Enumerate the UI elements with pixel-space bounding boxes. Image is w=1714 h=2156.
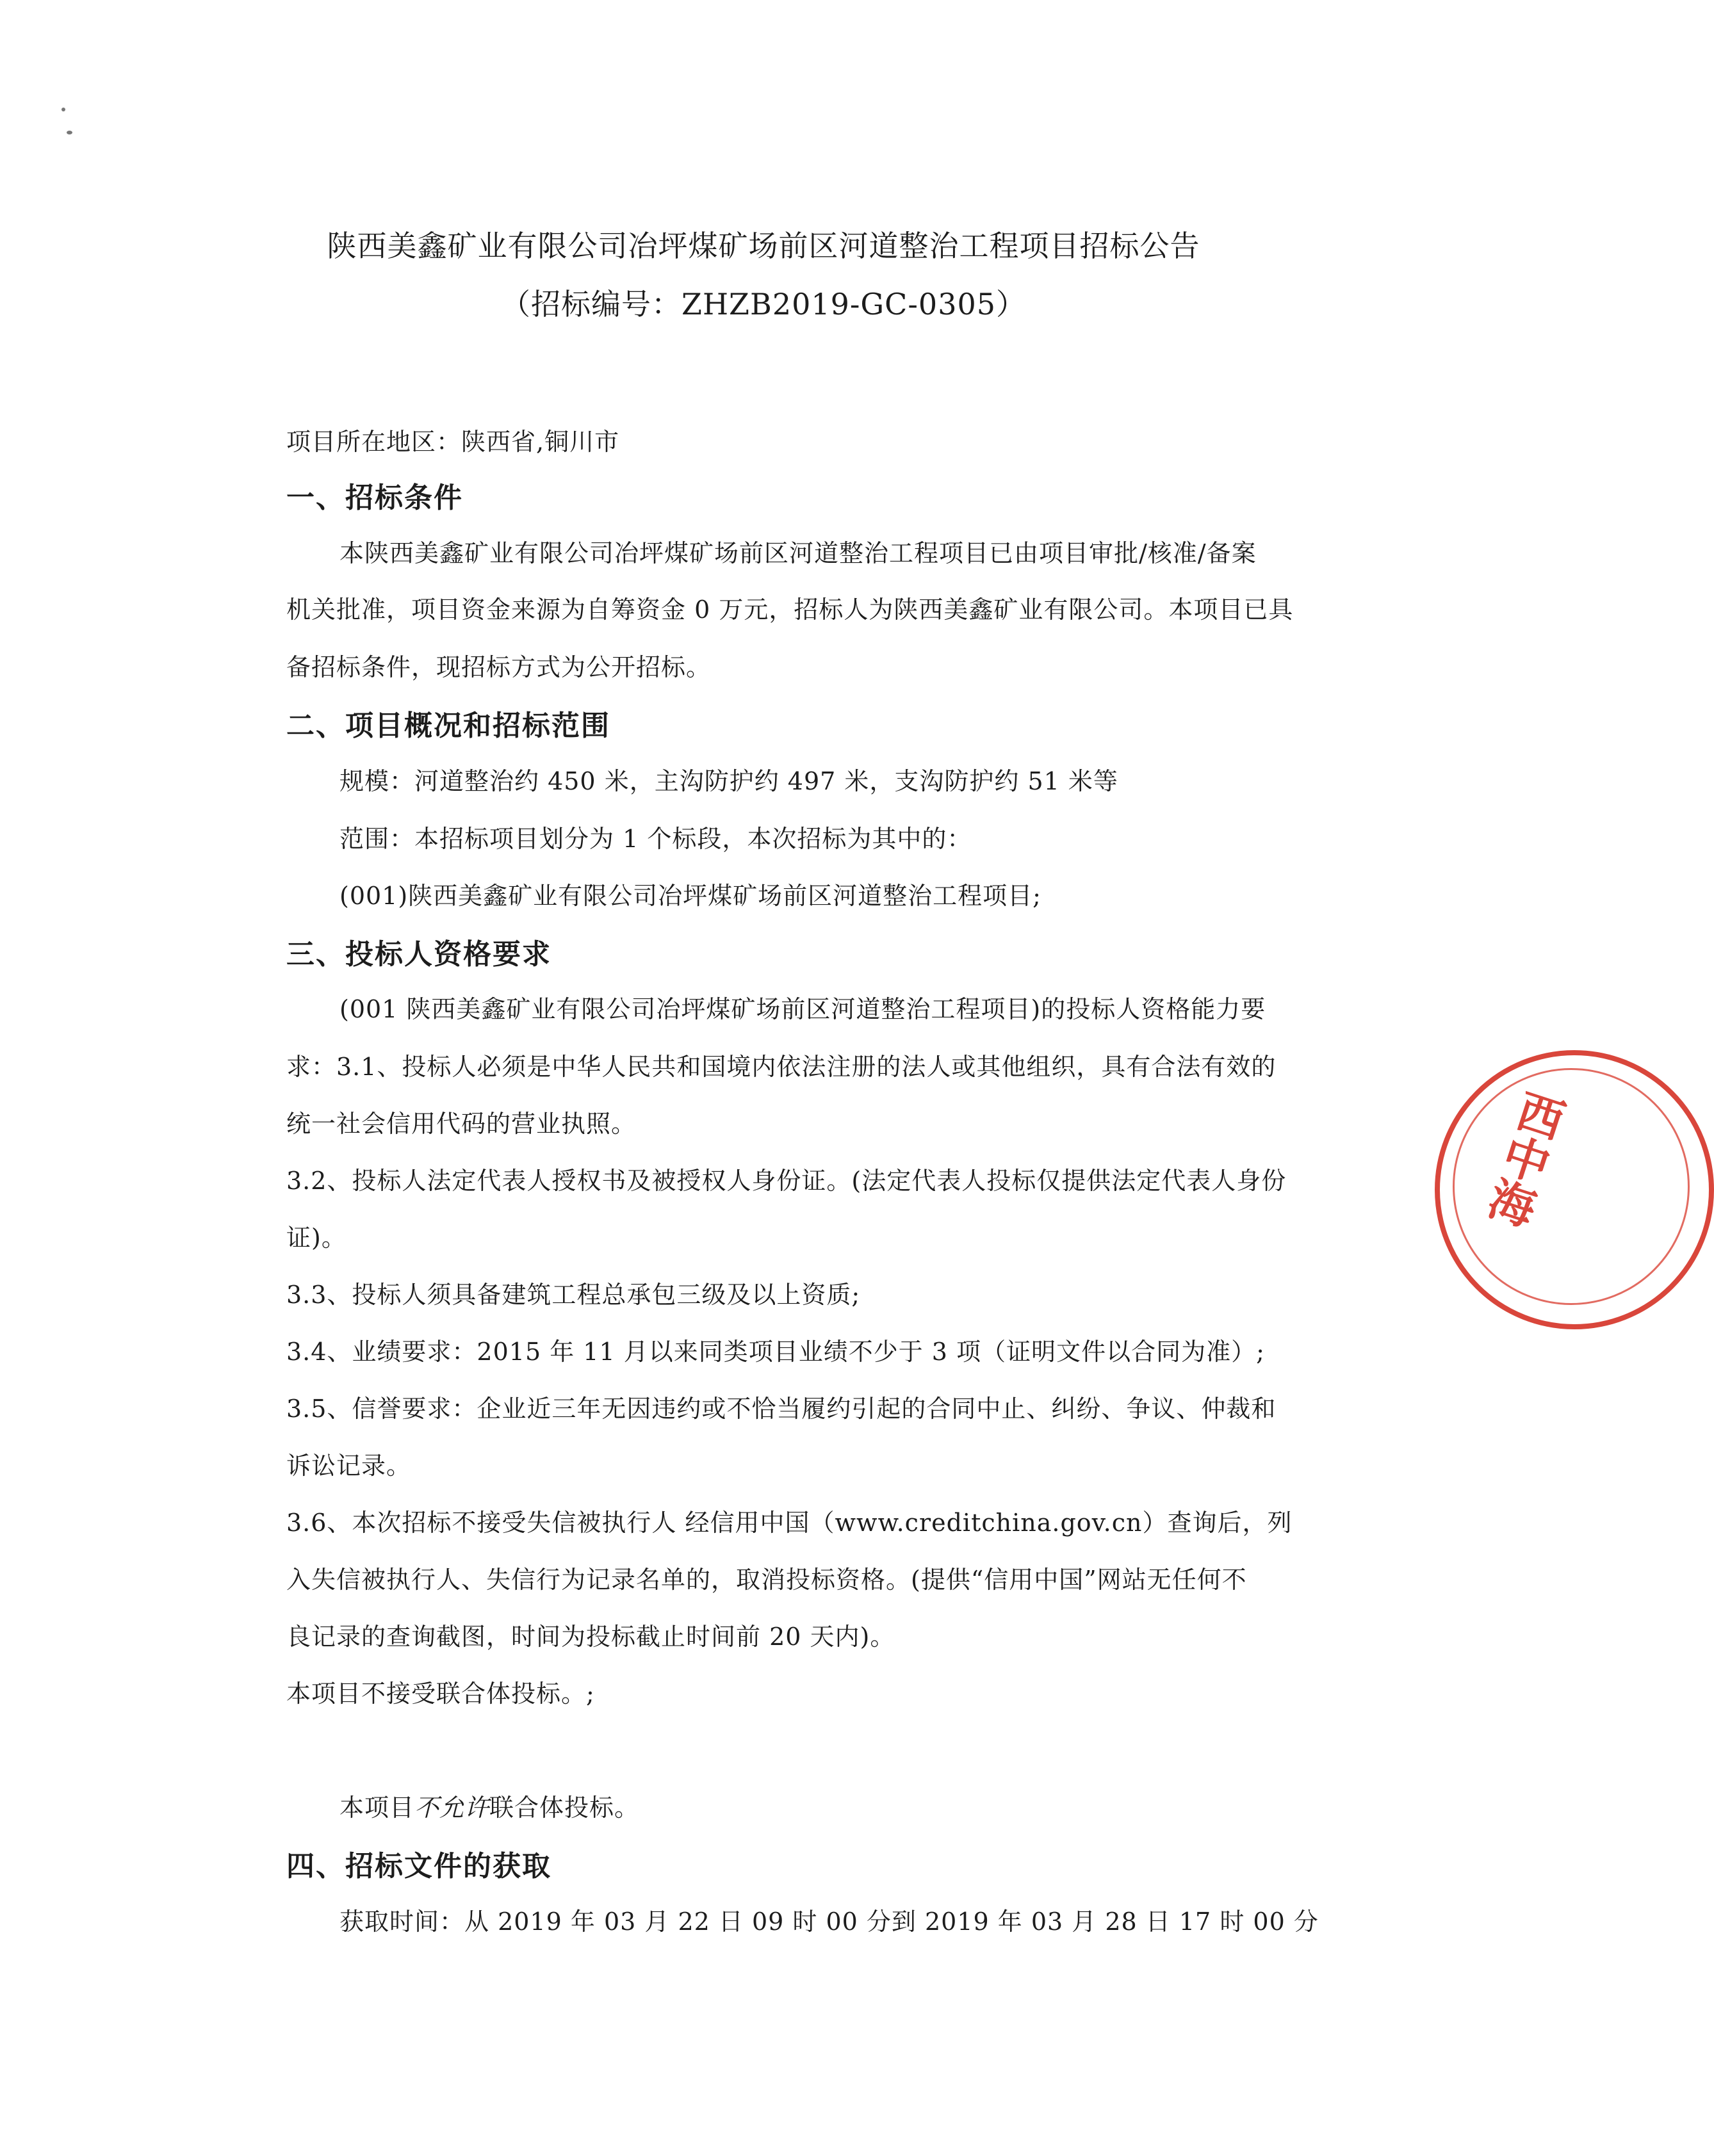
paragraph-line: 3.6、本次招标不接受失信被执行人 经信用中国（www.creditchina.gov.cn）查询后，列 [286, 1509, 1293, 1537]
section-heading-1: 一、招标条件 [286, 482, 463, 514]
paragraph-line: 3.3、投标人须具备建筑工程总承包三级及以上资质; [286, 1281, 861, 1309]
section-heading-4: 四、招标文件的获取 [286, 1850, 551, 1883]
paragraph-line [339, 1791, 639, 1824]
paragraph-line: 本项目不接受联合体投标。; [286, 1680, 595, 1708]
seal-text: 西中海 [1476, 1083, 1571, 1232]
paragraph-line: 良记录的查询截图，时间为投标截止时间前 20 天内)。 [286, 1623, 895, 1651]
paragraph-line: 诉讼记录。 [286, 1452, 412, 1480]
paragraph-line: 3.4、业绩要求：2015 年 11 月以来同类项目业绩不少于 3 项（证明文件以合同为准）; [286, 1338, 1265, 1366]
paragraph-line: (001 陕西美鑫矿业有限公司冶坪煤矿场前区河道整治工程项目)的投标人资格能力要 [339, 995, 1266, 1023]
scan-speck [67, 131, 72, 134]
paragraph-line: 求：3.1、投标人必须是中华人民共和国境内依法注册的法人或其他组织，具有合法有效的 [286, 1053, 1277, 1081]
italic-run: 不允许 [414, 1794, 490, 1822]
paragraph-line: 范围：本招标项目划分为 1 个标段，本次招标为其中的： [339, 825, 972, 853]
paragraph-line: 机关批准，项目资金来源为自筹资金 0 万元，招标人为陕西美鑫矿业有限公司。本项目已具 [286, 596, 1294, 624]
paragraph-line: 统一社会信用代码的营业执照。 [286, 1110, 637, 1138]
paragraph-line: 入失信被执行人、失信行为记录名单的，取消投标资格。(提供“信用中国”网站无任何不 [286, 1566, 1247, 1594]
paragraph-line: 备招标条件，现招标方式为公开招标。 [286, 653, 712, 681]
paragraph-line: 本陕西美鑫矿业有限公司冶坪煤矿场前区河道整治工程项目已由项目审批/核准/备案 [339, 539, 1257, 567]
bid-number: （招标编号：ZHZB2019-GC-0305） [500, 287, 1026, 321]
paragraph-line: 证)。 [286, 1224, 347, 1252]
paragraph-line: (001)陕西美鑫矿业有限公司冶坪煤矿场前区河道整治工程项目; [339, 882, 1041, 910]
paragraph-line: 获取时间：从 2019 年 03 月 22 日 09 时 00 分到 2019 年 03 月 28 日 17 时 00 分 [339, 1908, 1319, 1936]
text-run: 本项目 [339, 1794, 415, 1822]
scan-speck [61, 108, 65, 111]
paragraph-line: 3.5、信誉要求：企业近三年无因违约或不恰当履约引起的合同中止、纠纷、争议、仲裁和 [286, 1395, 1277, 1423]
document-title: 陕西美鑫矿业有限公司冶坪煤矿场前区河道整治工程项目招标公告 [327, 229, 1200, 263]
section-heading-2: 二、项目概况和招标范围 [286, 709, 610, 742]
section-heading-3: 三、投标人资格要求 [286, 938, 551, 971]
project-location: 项目所在地区：陕西省,铜川市 [286, 428, 620, 456]
text-run: 联合体投标。 [489, 1794, 640, 1822]
paragraph-line: 3.2、投标人法定代表人授权书及被授权人身份证。(法定代表人投标仅提供法定代表人身份 [286, 1167, 1287, 1195]
paragraph-line: 规模：河道整治约 450 米，主沟防护约 497 米，支沟防护约 51 米等 [339, 767, 1118, 795]
